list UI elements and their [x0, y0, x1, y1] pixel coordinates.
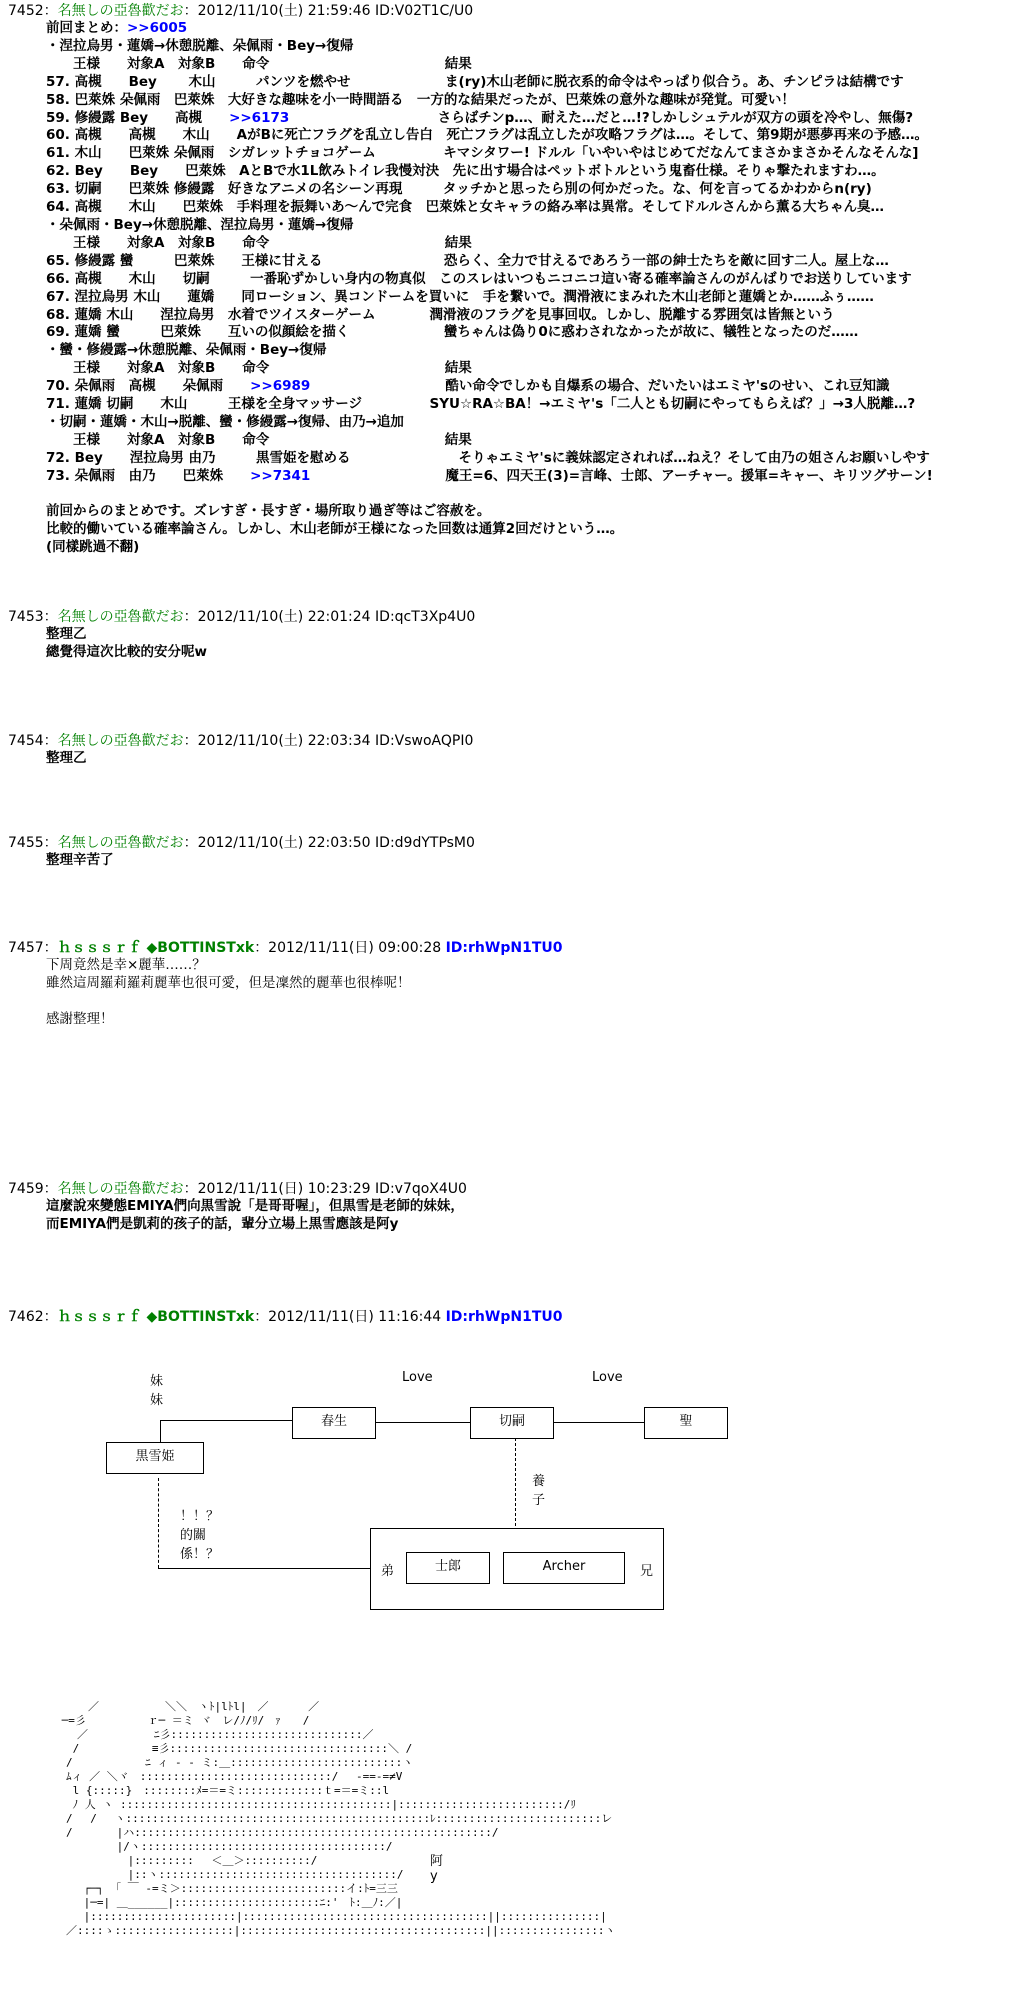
post-line: 而EMIYA們是凱莉的孩子的話，輩分立場上黒雪應該是阿y [46, 1215, 399, 1232]
post-separator: ： [43, 1309, 58, 1325]
post-date: ：2012/11/10(土) 22:03:34 ID:VswoAQPI0 [183, 733, 474, 749]
post-number[interactable]: 7457 [8, 940, 44, 956]
post-header [8, 939, 1013, 957]
label-love-1: Love [402, 1370, 433, 1385]
post-line: 比較的働いている確率論さん。しかし、木山老師が王様になった回数は通算2回だけという…。 [46, 521, 624, 538]
post-line: ・蠻・修縵露→休憩脱離、朵佩雨・Bey→復帰 [46, 342, 327, 359]
post-date: ：2012/11/11(日) 11:16:44 [254, 1309, 446, 1325]
post-line: 60. 高槻 高槻 木山 AがBに死亡フラグを乱立し告白 死亡フラグは乱立したが攻略フラグは…。そして、第9期が悪夢再来の予感…。 [46, 127, 928, 144]
poster-name: 名無しの亞魯歡だお [57, 835, 184, 851]
post-line-with-anchor[interactable]: 73. 朵佩雨 由乃 巴萊姝 >>7341 魔王=6、四天王(3)=言峰、士郎、アーチャー。援軍=キャー、キリツグサーン! [46, 467, 933, 484]
label-elder: 兄 [640, 1564, 654, 1579]
poster-name: 名無しの亞魯歡だお [57, 733, 184, 749]
post-header [8, 834, 1013, 852]
post-line: 67. 涅拉烏男 木山 蓮嬌 同ローション、異コンドームを買いに 手を繋いで。潤滑液にまみれた木山老師と蓮嬌とか……ふぅ…… [46, 288, 874, 305]
line-kurayuki-haruo-v [160, 1420, 161, 1442]
post-line: ・涅拉烏男・蓮嬌→休憩脱離、朵佩雨・Bey→復帰 [46, 37, 354, 54]
post-number[interactable]: 7462 [8, 1309, 44, 1325]
poster-name: ｈｓｓｓｒｆ ◆BOTTINSTxk [57, 940, 255, 956]
post-line: 整理乙 [46, 750, 87, 766]
reply-anchor-link[interactable]: >>6005 [127, 20, 188, 36]
post-line: 感謝整理！ [46, 1010, 114, 1027]
post-line: 整理辛苦了 [46, 852, 114, 868]
label-adopted: 養子 [532, 1474, 546, 1508]
poster-name: ｈｓｓｓｒｆ ◆BOTTINSTxk [57, 1309, 255, 1325]
post-body [46, 750, 1013, 768]
post-separator: ： [43, 733, 58, 749]
post-body [46, 20, 1013, 557]
label-younger: 弟 [381, 1564, 395, 1579]
box-shirou: 士郎 [406, 1552, 490, 1584]
post-line: 66. 高槻 木山 切嗣 一番恥ずかしい身内の物真似 このスレはいつもニコニコ這い寄る確率論さんのがんばりでお送りしています [46, 270, 912, 287]
post-line: 61. 木山 巴萊姝 朵佩雨 シガレットチョコゲーム キマシタワー! ドルル「いやいやはじめてだなんてまさかまさかそんなそんな] [46, 145, 919, 162]
post-line: 58. 巴萊姝 朵佩雨 巴萊姝 大好きな趣味を小一時間語る 一方的な結果だったが、巴萊姝の意外な趣味が発覚。可愛い！ [46, 91, 795, 108]
box-archer: Archer [503, 1552, 625, 1584]
post-line: 雖然這周羅莉羅莉麗華也很可愛，但是凜然的麗華也很棒呢！ [46, 974, 411, 991]
post-line: 王様 対象A 対象B 命令 結果 [46, 360, 472, 377]
label-ay: 阿y [430, 1854, 444, 1884]
post-separator: ： [43, 609, 58, 625]
post-line: 下周竟然是幸×麗華……？ [46, 957, 206, 973]
post-line-with-anchor[interactable]: 70. 朵佩雨 高槻 朵佩雨 >>6989 酷い命令でしかも自爆系の場合、だいたいはエミヤ'sのせい、これ豆知識 [46, 378, 890, 395]
post-line: ・切嗣・蓮嬌・木山→脱離、蠻・修縵露→復帰、由乃→追加 [46, 413, 404, 430]
post-separator: ： [43, 835, 58, 851]
post-date: ：2012/11/11(日) 09:00:28 [254, 940, 446, 956]
post-date: ：2012/11/11(日) 10:23:29 ID:v7qoX4U0 [183, 1181, 467, 1197]
line-kiritsugu-sei [552, 1422, 644, 1423]
post-line: 64. 高槻 木山 巴萊姝 手料理を振舞いあ～んで完食 巴萊姝と女キャラの絡み率は異常。そしてドルルさんから薫る大ちゃん臭… [46, 199, 885, 216]
post-line: 這麼說來變態EMIYA們向黒雪說「是哥哥喔」，但黒雪是老師的妹妹， [46, 1198, 464, 1214]
reply-anchor-link[interactable]: >>6173 [229, 109, 290, 126]
post-line: 69. 蓮嬌 蠻 巴萊姝 互いの似顔絵を描く 蠻ちゃんは偽り0に惑わされなかったが故に、犠牲となったのだ…… [46, 324, 859, 341]
post-body [46, 957, 1013, 1029]
label-love-2: Love [592, 1370, 623, 1385]
post-line: 72. Bey 涅拉烏男 由乃 黒雪姫を慰める そりゃエミヤ'sに義妹認定されれば…ねえ？そして由乃の姐さんお願いしやす [46, 449, 930, 466]
post [8, 1308, 1013, 1326]
box-kiritsugu: 切嗣 [470, 1407, 554, 1439]
post-line: 63. 切嗣 巴萊姝 修縵露 好きなアニメの名シーン再現 タッチかと思ったら別の何かだった。な、何を言ってるかわからn(ry) [46, 181, 872, 198]
post-date: ：2012/11/10(土) 21:59:46 ID:V02T1C/U0 [183, 3, 474, 19]
post-line: (同樣跳過不翻) [46, 539, 140, 556]
post-line: 王様 対象A 対象B 命令 結果 [46, 431, 472, 448]
line-kurayuki-haruo-h [160, 1420, 292, 1421]
post [8, 2, 1013, 557]
post-line: 王様 対象A 対象B 命令 結果 [46, 55, 472, 72]
post-separator: ： [43, 940, 58, 956]
post-header [8, 1180, 1013, 1198]
post-header [8, 732, 1013, 750]
post-number[interactable]: 7452 [8, 3, 44, 19]
post [8, 1180, 1013, 1234]
post-line-with-anchor[interactable]: 59. 修縵露 Bey 高槻 >>6173 さらばチンp…、耐えた…だと…!?しかしシュテルが双方の頭を冷やし、無傷? [46, 109, 914, 126]
post [8, 939, 1013, 1029]
post-header [8, 2, 1013, 20]
post-body [46, 626, 1013, 662]
post-body [46, 852, 1013, 870]
reply-anchor-link[interactable]: >>7341 [250, 467, 311, 484]
reply-anchor-link[interactable]: >>6989 [250, 378, 311, 395]
post-line: ・朵佩雨・Bey→休憩脱離、涅拉烏男・蓮嬌→復帰 [46, 216, 354, 233]
poster-name: 名無しの亞魯歡だお [57, 3, 184, 19]
post-date: ：2012/11/10(土) 22:01:24 ID:qcT3Xp4U0 [183, 609, 476, 625]
post [8, 732, 1013, 768]
post-number[interactable]: 7453 [8, 609, 44, 625]
post-line-with-anchor[interactable]: 前回まとめ：>>6005 [46, 20, 188, 36]
label-relation: ！！？的關係！？ [180, 1509, 220, 1562]
post-line: 62. Bey Bey 巴萊姝 AとBで水1L飲みトイレ我慢対決 先に出す場合はペットボトルという鬼畜仕様。そりゃ撃たれますわ…。 [46, 163, 885, 180]
post-line: 整理乙 [46, 626, 87, 642]
post-separator: ： [43, 3, 58, 19]
poster-id[interactable]: ID:rhWpN1TU0 [445, 940, 563, 956]
label-sister: 妹妹 [150, 1374, 164, 1408]
post-separator: ： [43, 1181, 58, 1197]
post-line: 王様 対象A 対象B 命令 結果 [46, 234, 472, 251]
post [8, 608, 1013, 662]
post-line [46, 486, 1013, 504]
post-number[interactable]: 7455 [8, 835, 44, 851]
box-haruo: 春生 [292, 1407, 376, 1439]
post [8, 834, 1013, 870]
post-number[interactable]: 7459 [8, 1181, 44, 1197]
box-kurayuki: 黒雪姫 [106, 1442, 204, 1474]
post-line: 總覺得這次比較的安分呢w [46, 643, 207, 660]
post-header [8, 608, 1013, 626]
post-line: 前回からのまとめです。ズレすぎ・長すぎ・場所取り過ぎ等はご容赦を。 [46, 503, 491, 520]
post-line: 65. 修縵露 蠻 巴萊姝 王様に甘える 恐らく、全力で甘えるであろう一部の紳士たちを敵に回す二人。屋上な… [46, 252, 889, 269]
poster-id[interactable]: ID:rhWpN1TU0 [445, 1309, 563, 1325]
post-line: 68. 蓮嬌 木山 涅拉烏男 水着でツイスターゲーム 潤滑液のフラグを見事回収。しかし、脱離する雰囲気は皆無という [46, 306, 835, 323]
poster-name: 名無しの亞魯歡だお [57, 1181, 184, 1197]
line-kurayuki-down [158, 1478, 159, 1568]
post-line [46, 993, 1013, 1011]
box-sei: 聖 [644, 1407, 728, 1439]
poster-name: 名無しの亞魯歡だお [57, 609, 184, 625]
post-line: 57. 高槻 Bey 木山 パンツを燃やせ ま(ry)木山老師に脱衣系的命令はやっぱり似合う。あ、チンピラは結構です [46, 73, 904, 90]
post-header [8, 1308, 1013, 1326]
line-bottom [158, 1568, 370, 1569]
post-body [46, 1198, 1013, 1234]
line-kiritsugu-down [515, 1438, 516, 1526]
ascii-art: ／ ＼＼ ヽﾄ|lﾄl| ／ ／ ─=彡 ｒ─ ＝ミ ヾ レ/ﾉ/ﾘ/ ｧ / ／ ﾆ彡:::::::::::::::::::::::::::::／ / ≡彡:::::::::::::::::::::::::::::::::＼ / / ﾆ ィ ‐ ‐ ミ:＿::::::::::::::::::::::::::ヽ ﾑィ ／ ＼ヾ :::::::::::::::::::::::::::::/ ‐==‐=≠V l {:::::} ::::::::ﾒ=＝=ミ:::::::::::::ｔ=＝=ミ::l ﾉ 人 ヽ :::::::::::::::::::::::::::::::::::::::::|:::::::::::::::::::::::::/ﾘ / / ヽ::::::::::::::::::::::::::::::::::::::::::::::ﾚ:::::::::::::::::::::::::レ / |ハ::::::::::::::::::::::::::::::::::::::::::::::::::::::/ |/ヽ:::::::::::::::::::::::::::::::::::::/ |::::::::: ＜＿＞::::::::::/ |::ヽ::::::::::::::::::::::::::::::::::::/ ┌─┐ 「 ￣ ‐=ミ＞:::::::::::::::::::::::::イ:ﾄ=三三 |─=| ＿______|::::::::::::::::::::::ﾆ:' ﾄ:＿ﾉ:／| |::::::::::::::::::::::|:::::::::::::::::::::::::::::::::::::||:::::::::::::::| ／::::ゝ::::::::::::::::::|:::::::::::::::::::::::::::::::::::::||::::::::::::::::ヽ [61, 1700, 616, 1937]
post-number[interactable]: 7454 [8, 733, 44, 749]
post-date: ：2012/11/10(土) 22:03:50 ID:d9dYTPsM0 [183, 835, 475, 851]
line-haruo-kiritsugu [374, 1422, 470, 1423]
post-line: 71. 蓮嬌 切嗣 木山 王様を全身マッサージ SYU☆RA☆BA！→エミヤ's「二人とも切嗣にやってもらえば？」→3人脱離…? [46, 396, 916, 413]
